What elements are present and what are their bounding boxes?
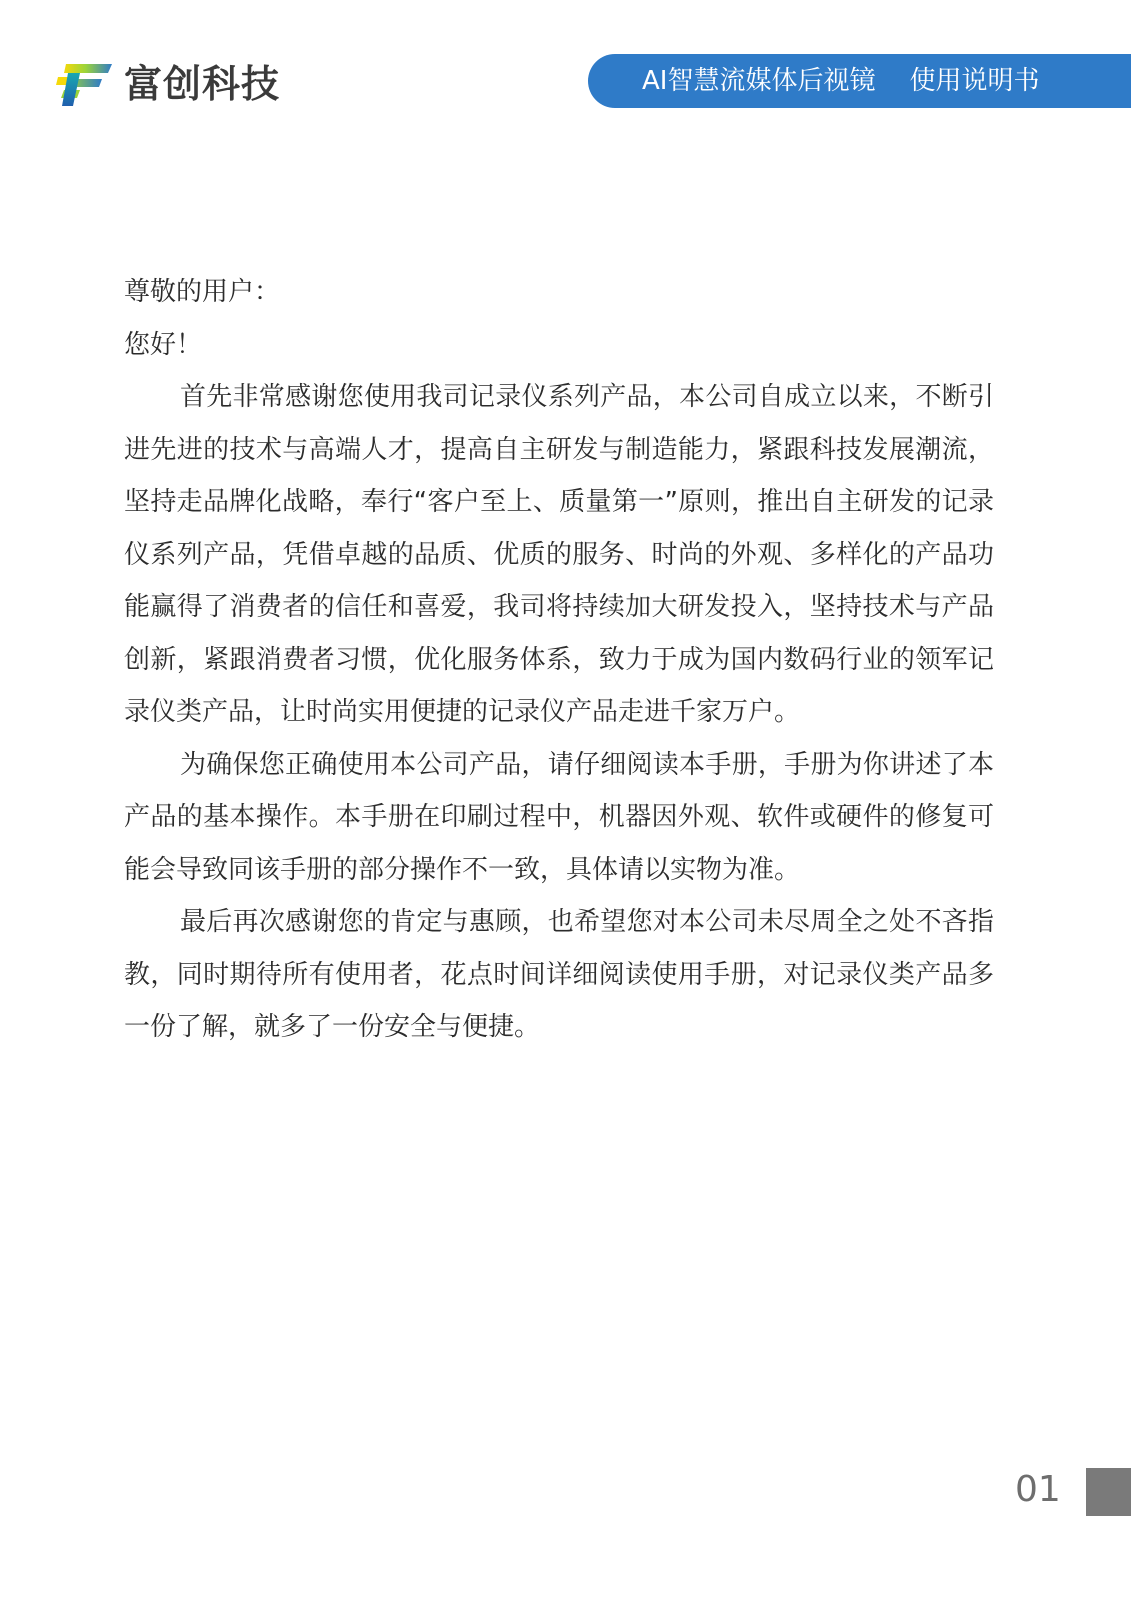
company-logo-icon	[56, 60, 116, 108]
document-header-banner	[588, 54, 1131, 108]
product-title: AI智慧流媒体后视镜	[642, 66, 876, 96]
company-name: 富创科技	[124, 62, 281, 106]
paragraph-closing: 最后再次感谢您的肯定与惠顾，也希望您对本公司未尽周全之处不吝指教，同时期待所有使用者，花点时间详细阅读使用手册，对记录仪类产品多一份了解，就多了一份安全与便捷。	[124, 907, 994, 1042]
page-number: 01	[1015, 1469, 1061, 1510]
page-tab-marker	[1086, 1468, 1131, 1516]
company-logo	[56, 56, 280, 112]
document-title: 使用说明书	[909, 66, 1040, 96]
salutation: 尊敬的用户：	[124, 277, 281, 307]
paragraph-intro: 首先非常感谢您使用我司记录仪系列产品，本公司自成立以来，不断引进先进的技术与高端人才，提高自主研发与制造能力，紧跟科技发展潮流，坚持走品牌化战略，奉行“客户至上、质量第一”原则，推出自主研发的记录仪系列产品，凭借卓越的品质、优质的服务、时尚的外观、多样化的产品功能赢得了消费者的信任和喜爱，我司将持续加大研发投入，坚持技术与产品创新，紧跟消费者习惯，优化服务体系，致力于成为国内数码行业的领军记录仪类产品，让时尚实用便捷的记录仪产品走进千家万户。	[124, 382, 994, 727]
greeting: 您好！	[124, 329, 203, 360]
letter-body	[124, 266, 994, 1054]
paragraph-manual-notice: 为确保您正确使用本公司产品，请仔细阅读本手册，手册为你讲述了本产品的基本操作。本手册在印刷过程中，机器因外观、软件或硬件的修复可能会导致同该手册的部分操作不一致，具体请以实物为准。	[124, 749, 994, 885]
